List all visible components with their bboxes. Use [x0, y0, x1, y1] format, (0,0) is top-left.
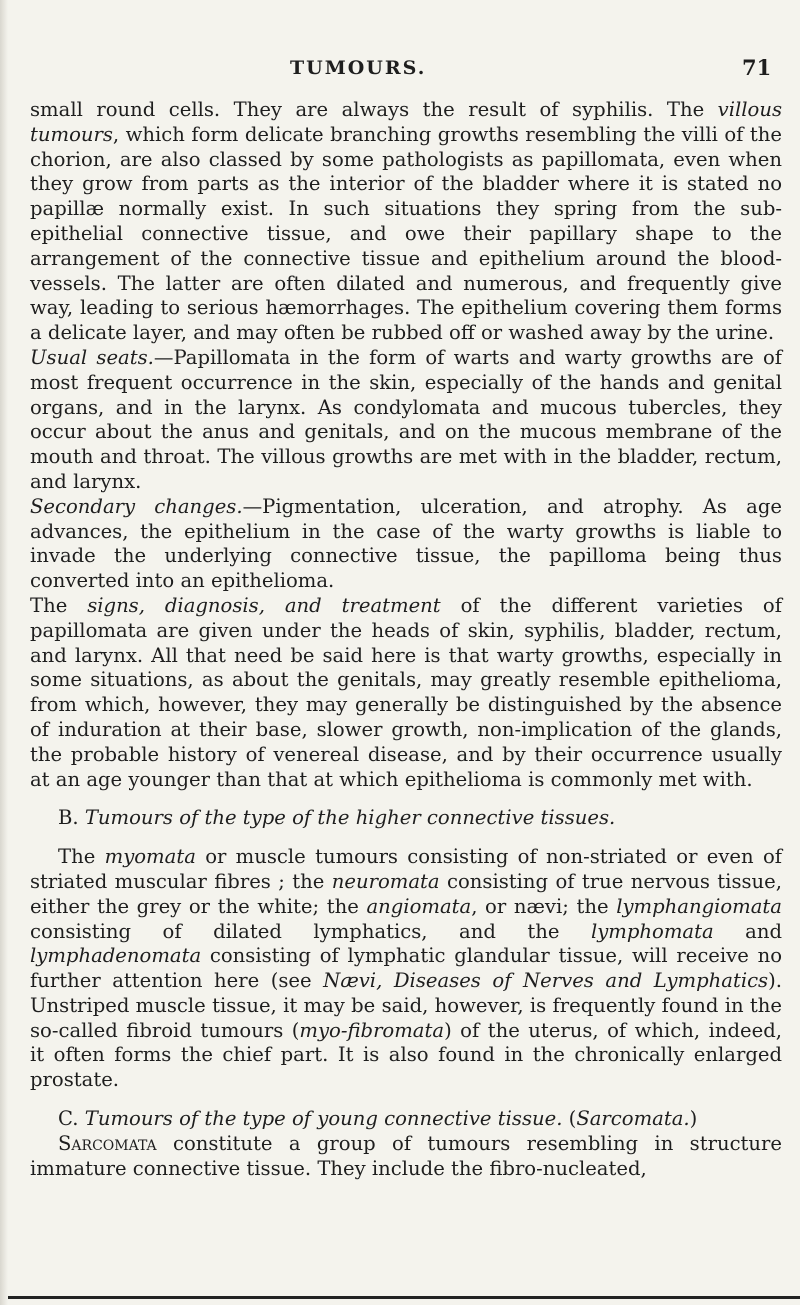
page-binding-edge [0, 0, 8, 1305]
text-run: or muscle tumours consisting of non-striated or even of striated muscular fibres ; the [30, 845, 782, 893]
italic-text: myomata [104, 845, 196, 869]
italic-text: Secondary changes. [30, 494, 243, 518]
text-run: of the different varieties of papillomata are given under the heads of skin, syphilis, bladder, rectum, and larynx. All that need be said here is that warty growths, especially in some situations, as about the genitals, may greatly resemble epithelioma, from which, however, they may generally be distinguished by the absence of induration at their base, slower growth, non-implication of the glands, the probable history of venereal disease, and by their occurrence usually at an age younger than that at which epithelioma is commonly met with. [30, 593, 782, 791]
italic-text: Nævi, Diseases of Nerves and Lymphatics [323, 969, 769, 993]
text-run: ) of the uterus, of which, indeed, it often forms the chief part. It is also found in the chronically enlarged prostate. [30, 1018, 782, 1092]
bottom-rule [8, 1296, 800, 1299]
text-run: C. [58, 1107, 85, 1131]
text-run: consisting of true nervous tissue, either the grey or the white; the [30, 869, 782, 918]
text-run: —Pigmentation, ulceration, and atrophy. As age advances, the epithelium in the case of the warty growths is liable to invade the underlying connective tissue, the papilloma being thus converted into an epithelioma. [30, 494, 782, 593]
italic-text: Tumours of the type of young connective tissue. [84, 1107, 563, 1131]
text-run: small round cells. They are always the result of syphilis. The [30, 98, 718, 121]
text-run: , which form delicate branching growths resembling the villi of the chorion, are also classed by some pathologists as papillomata, even when they grow from parts as the interior of the bladder where it is stated no papillæ normally exist. In such situations they spring from the sub-epithelial connective tissue, and owe their papillary shape to the arrangement of the connective tissue and epithelium around the blood-vessels. The latter are often dilated and numerous, and frequently give way, leading to serious hæmorrhages. The epithelium covering them forms a delicate layer, and may often be rubbed off or washed away by the urine. [30, 122, 782, 345]
text-run: consisting of dilated lymphatics, and the [30, 919, 591, 943]
paragraph [30, 98, 782, 346]
text-run: ( [562, 1107, 577, 1131]
text-run: , or nævi; the [471, 894, 617, 918]
text-run: ). Unstriped muscle tissue, it may be said, however, is frequently found in the so-called fibroid tumours ( [30, 969, 782, 1042]
italic-text: Sarcomata. [576, 1107, 690, 1131]
text-run: The [30, 593, 88, 617]
italic-text: angiomata [366, 894, 472, 918]
page-number: 71 [742, 55, 772, 80]
italic-text: lymphomata [590, 919, 714, 943]
paragraph [30, 1132, 782, 1182]
text-run: The [58, 845, 105, 869]
italic-text: signs, diagnosis, and treatment [87, 593, 441, 617]
italic-text: Usual seats. [30, 345, 154, 369]
page-header [0, 55, 800, 85]
paragraph [30, 845, 782, 1093]
italic-text: myo-fibromata [299, 1018, 445, 1042]
body-text [30, 98, 782, 1181]
text-run: —Papillomata in the form of warts and warty growths are of most frequent occurrence in the skin, especially of the hands and genital organs, and in the larynx. As condylomata and mucous tubercles, they occur about the anus and genitals, and on the mucous membrane of the mouth and throat. The villous growths are met with in the bladder, rectum, and larynx. [30, 345, 782, 493]
text-run: B. [58, 806, 85, 830]
italic-text: lymphadenomata [30, 944, 202, 968]
paragraph [30, 806, 782, 831]
paragraph [30, 594, 782, 792]
text-run: constitute a group of tumours resembling in structure immature connective tissue. They include the fibro-nucleated, [30, 1131, 782, 1180]
italic-text: villous tumours [30, 98, 782, 146]
italic-text: neuromata [331, 869, 440, 893]
small-caps-text: Sarcomata [58, 1131, 157, 1155]
paragraph [30, 495, 782, 594]
italic-text: lymphangiomata [616, 894, 782, 918]
paragraph [30, 346, 782, 495]
text-run: ) [689, 1107, 698, 1131]
text-run: and [713, 919, 782, 943]
running-head: TUMOURS. [290, 57, 427, 79]
italic-text: Tumours of the type of the higher connective tissues. [84, 806, 616, 830]
paragraph [30, 1107, 782, 1132]
text-run: consisting of lymphatic glandular tissue, will receive no further attention here (see [30, 944, 782, 993]
